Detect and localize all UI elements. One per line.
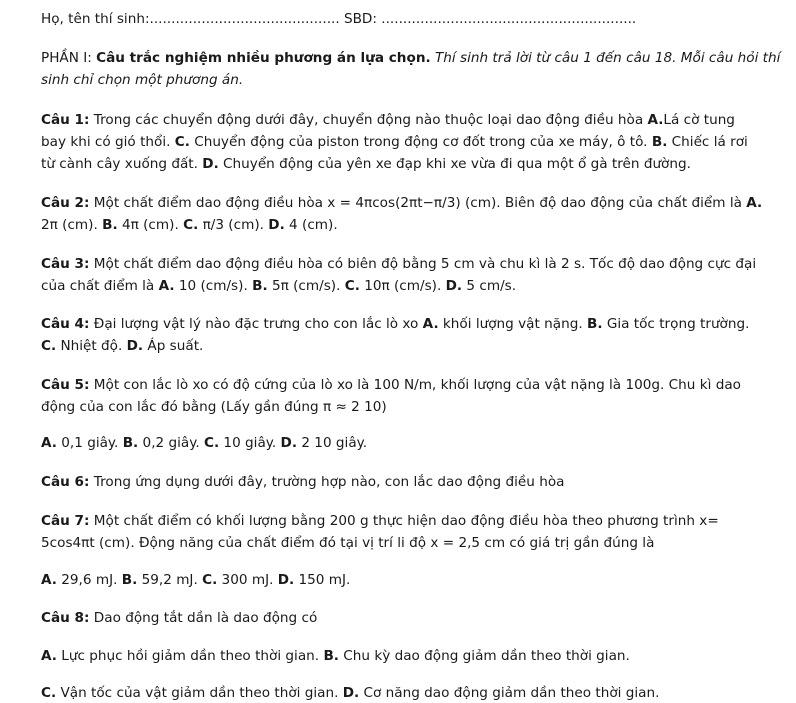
q1-option-d-text: Chuyển động của yên xe đạp khi xe vừa đi qua một ổ gà trên đường.: [218, 156, 691, 172]
q8-label: Câu 8:: [41, 610, 90, 626]
q3-text1: Một chất điểm dao động điều hòa có biên độ bằng 5 cm và chu kì là 2 s. Tốc độ dao động cực đại: [89, 256, 757, 272]
question-8-options-ab: [41, 646, 630, 666]
q4-option-b-label: B.: [586, 316, 603, 332]
q7-option-d-label: D.: [277, 572, 295, 588]
q6-label: Câu 6:: [41, 474, 90, 490]
q3-option-c-label: C.: [344, 278, 360, 294]
q5-label: Câu 5:: [41, 377, 90, 393]
q4-option-c-label: C.: [41, 338, 57, 354]
q5-option-a-text: 0,1 giây.: [56, 435, 123, 451]
q5-option-c-text: 10 giây.: [219, 435, 281, 451]
q1-option-c-text: Chuyển động của piston trong động cơ đốt trong của xe máy, ô tô.: [189, 134, 652, 150]
q1-text2: bay khi có gió thổi.: [41, 134, 175, 150]
q1-option-c-label: C.: [174, 134, 190, 150]
q4-option-b-text: Gia tốc trọng trường.: [602, 316, 750, 332]
q7-option-c-label: C.: [202, 572, 218, 588]
q7-text2: 5cos4πt (cm). Động năng của chất điểm đó tại vị trí li độ x = 2,5 cm có giá trị gần đúng là: [41, 535, 655, 551]
question-1-line2: [41, 132, 748, 152]
q2-option-d-text: 4 (cm).: [284, 217, 338, 233]
q6-text1: Trong ứng dụng dưới đây, trường hợp nào, con lắc dao động điều hòa: [89, 474, 565, 490]
question-3-line2: [41, 276, 516, 296]
candidate-name-label: Họ, tên thí sinh:............................................ SBD: ...........................................................: [41, 11, 637, 27]
q2-option-a-text: 2π (cm).: [41, 217, 103, 233]
q8-option-d-label: D.: [342, 685, 360, 701]
question-5-options: [41, 433, 367, 453]
q4-label: Câu 4:: [41, 316, 90, 332]
q4-text1: Đại lượng vật lý nào đặc trưng cho con lắc lò xo: [89, 316, 423, 332]
question-8-options-cd: [41, 683, 659, 703]
q2-option-d-label: D.: [268, 217, 285, 233]
question-5-line1: [41, 375, 741, 395]
section-instruction-1: Thí sinh trả lời từ câu 1 đến câu 18. Mỗi câu hỏi thí: [430, 50, 781, 66]
q7-label: Câu 7:: [41, 513, 90, 529]
q4-option-c-text: Nhiệt độ.: [56, 338, 127, 354]
q2-text1: Một chất điểm dao động điều hòa x = 4πcos(2πt−π/3) (cm). Biên độ dao động của chất điểm là: [89, 195, 747, 211]
q7-option-c-text: 300 mJ.: [217, 572, 278, 588]
question-8-line1: [41, 608, 317, 628]
q1-option-d-label: D.: [202, 156, 219, 172]
q2-option-b-label: B.: [102, 217, 118, 233]
question-7-line1: [41, 511, 719, 531]
q5-option-b-label: B.: [122, 435, 139, 451]
q8-text1: Dao động tắt dần là dao động có: [89, 610, 318, 626]
q5-text1: Một con lắc lò xo có độ cứng của lò xo là 100 N/m, khối lượng của vật nặng là 100g. Chu kì dao: [89, 377, 741, 393]
question-3-line1: [41, 254, 756, 274]
question-1-line1: [41, 110, 735, 130]
q4-option-d-label: D.: [126, 338, 144, 354]
candidate-info-line: [41, 9, 636, 29]
q3-option-d-label: D.: [445, 278, 463, 294]
question-6-line1: [41, 472, 564, 492]
q7-option-b-label: B.: [121, 572, 138, 588]
q3-option-c-text: 10π (cm/s).: [359, 278, 446, 294]
section-instruction-line2: [41, 70, 243, 90]
q2-option-c-text: π/3 (cm).: [198, 217, 269, 233]
q8-option-a-label: A.: [41, 648, 57, 664]
question-1-line3: [41, 154, 691, 174]
section-instruction-2: sinh chỉ chọn một phương án.: [41, 72, 244, 88]
q5-text2: động của con lắc đó bằng (Lấy gần đúng π ≈ 2 10): [41, 399, 387, 415]
q4-option-a-label: A.: [422, 316, 439, 332]
q8-option-c-text: Vận tốc của vật giảm dần theo thời gian.: [56, 685, 343, 701]
question-7-line2: [41, 533, 654, 553]
q3-label: Câu 3:: [41, 256, 90, 272]
q1-text1: Trong các chuyển động dưới đây, chuyển động nào thuộc loại dao động điều hòa: [89, 112, 648, 128]
q8-option-a-text: Lực phục hồi giảm dần theo thời gian.: [56, 648, 324, 664]
q8-option-c-label: C.: [41, 685, 57, 701]
question-2-line2: [41, 215, 338, 235]
q5-option-d-label: D.: [280, 435, 297, 451]
q1-text3: từ cành cây xuống đất.: [41, 156, 203, 172]
q4-option-d-text: Áp suất.: [143, 338, 204, 354]
question-5-line2: [41, 397, 387, 417]
q8-option-b-label: B.: [323, 648, 339, 664]
q7-text1: Một chất điểm có khối lượng bằng 200 g thực hiện dao động điều hòa theo phương trình x=: [89, 513, 719, 529]
q2-label: Câu 2:: [41, 195, 90, 211]
q3-option-a-text: 10 (cm/s).: [174, 278, 253, 294]
q8-option-d-text: Cơ năng dao động giảm dần theo thời gian.: [359, 685, 660, 701]
question-7-options: [41, 570, 350, 590]
q7-option-a-label: A.: [41, 572, 57, 588]
question-4-line1: [41, 314, 749, 334]
q2-option-c-label: C.: [183, 217, 199, 233]
q2-option-a-label: A.: [746, 195, 763, 211]
section-title: Câu trắc nghiệm nhiều phương án lựa chọn.: [96, 50, 431, 66]
q3-option-a-label: A.: [158, 278, 175, 294]
section-prefix: PHẦN I:: [41, 50, 97, 66]
q7-option-d-text: 150 mJ.: [294, 572, 351, 588]
q5-option-a-label: A.: [41, 435, 57, 451]
q1-option-a-label: A.: [647, 112, 664, 128]
q5-option-d-text: 2 10 giây.: [297, 435, 368, 451]
q7-option-a-text: 29,6 mJ.: [56, 572, 122, 588]
section-heading: [41, 48, 780, 68]
q8-option-b-text: Chu kỳ dao động giảm dần theo thời gian.: [338, 648, 630, 664]
q3-text2: của chất điểm là: [41, 278, 159, 294]
question-2-line1: [41, 193, 762, 213]
q7-option-b-text: 59,2 mJ.: [137, 572, 203, 588]
q1-option-b-label: B.: [651, 134, 668, 150]
q1-option-a-text: Lá cờ tung: [663, 112, 735, 128]
q4-option-a-text: khối lượng vật nặng.: [438, 316, 587, 332]
q3-option-b-label: B.: [252, 278, 268, 294]
q5-option-c-label: C.: [203, 435, 220, 451]
question-4-line2: [41, 336, 203, 356]
q5-option-b-text: 0,2 giây.: [138, 435, 204, 451]
q1-option-b-text: Chiếc lá rơi: [667, 134, 748, 150]
q3-option-b-text: 5π (cm/s).: [267, 278, 345, 294]
q3-option-d-text: 5 cm/s.: [462, 278, 517, 294]
q1-label: Câu 1:: [41, 112, 90, 128]
q2-option-b-text: 4π (cm).: [117, 217, 184, 233]
